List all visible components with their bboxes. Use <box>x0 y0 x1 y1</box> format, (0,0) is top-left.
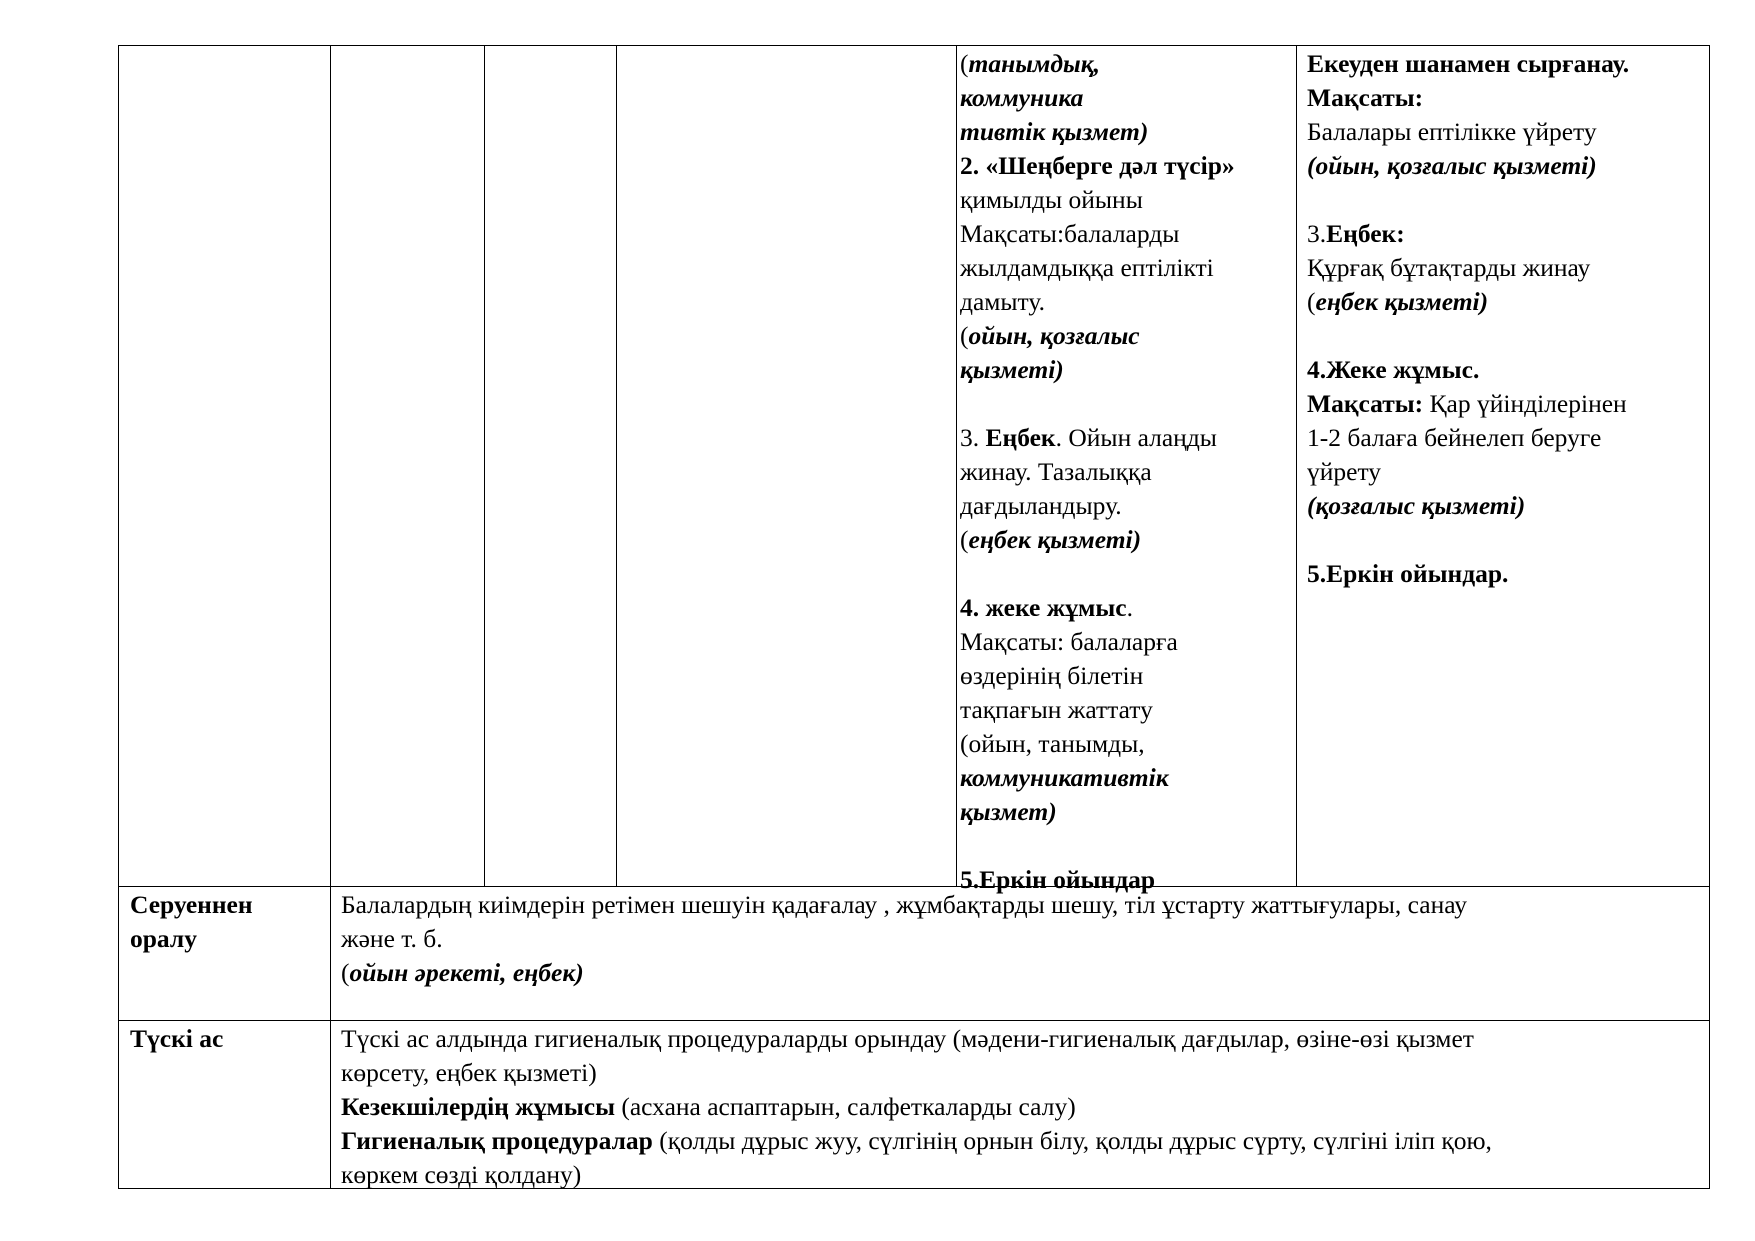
text-run: үйрету <box>1307 457 1382 486</box>
text-line <box>1307 387 1629 421</box>
text-line <box>960 761 1235 795</box>
text-line <box>341 888 1467 922</box>
text-run: Мақсаты: балаларға <box>960 627 1178 656</box>
text-line <box>1307 421 1629 455</box>
text-line <box>1307 285 1629 319</box>
column-divider-1 <box>330 45 331 1189</box>
text-line <box>960 795 1235 829</box>
text-line <box>341 922 1467 956</box>
text-run: . <box>1126 593 1133 622</box>
text-run: Кезекшілердің жұмысы <box>341 1092 615 1121</box>
text-line <box>960 625 1235 659</box>
text-run: коммуникативтік <box>960 763 1169 792</box>
text-line <box>1307 557 1629 591</box>
text-line <box>341 1158 1492 1192</box>
text-run: жинау. Тазалыққа <box>960 457 1152 486</box>
text-line <box>960 353 1235 387</box>
lunch-row-label <box>130 1022 223 1056</box>
text-run: ( <box>960 525 969 554</box>
text-run: Мақсаты: <box>1307 83 1424 112</box>
text-line <box>960 591 1235 625</box>
text-run: Құрғақ бұтақтарды жинау <box>1307 253 1591 282</box>
text-line <box>960 251 1235 285</box>
text-line <box>960 489 1235 523</box>
text-line <box>1307 183 1629 217</box>
text-line <box>341 1124 1492 1158</box>
row-divider-lunch <box>118 1020 1710 1021</box>
text-line <box>1307 217 1629 251</box>
text-line <box>960 217 1235 251</box>
text-line <box>960 183 1235 217</box>
text-run: 2. «Шеңберге дәл түсір» <box>960 151 1235 180</box>
text-run: Қар үйінділерінен <box>1423 389 1627 418</box>
text-run: 5.Еркін ойындар <box>960 865 1156 894</box>
row-label-line: оралу <box>130 924 197 953</box>
text-line <box>1307 47 1629 81</box>
text-run: (қозғалыс қызметі) <box>1307 491 1526 520</box>
text-line <box>960 659 1235 693</box>
text-run: коммуника <box>960 83 1084 112</box>
text-line <box>960 693 1235 727</box>
text-line <box>1307 115 1629 149</box>
text-line <box>1307 489 1629 523</box>
text-line <box>1307 251 1629 285</box>
column-divider-5 <box>1296 45 1297 887</box>
text-line <box>341 1090 1492 1124</box>
text-line <box>960 421 1235 455</box>
text-run: Мақсаты: <box>1307 389 1424 418</box>
return-row-content <box>341 888 1467 990</box>
text-run: 3. <box>1307 219 1327 248</box>
day-five-walk-cell <box>1307 47 1629 591</box>
text-run: Еңбек: <box>1326 219 1405 248</box>
table-border-left <box>118 45 119 1189</box>
text-line <box>1307 319 1629 353</box>
text-run: Гигиеналық процедуралар <box>341 1126 653 1155</box>
text-run: танымдық, <box>968 49 1101 78</box>
text-run: 1-2 балаға бейнелеп беруге <box>1307 423 1602 452</box>
text-line <box>960 319 1235 353</box>
text-line <box>960 557 1235 591</box>
text-run: қызмет) <box>960 797 1057 826</box>
text-run: (қолды дұрыс жуу, сүлгінің орнын білу, қолды дұрыс сүрту, сүлгіні іліп қою, <box>652 1126 1492 1155</box>
text-line <box>960 727 1235 761</box>
text-run: Балалардың киімдерін ретімен шешуін қадағалау , жұмбақтарды шешу, тіл ұстарту жаттығулары, санау <box>341 890 1468 919</box>
text-line <box>960 829 1235 863</box>
row-label-line: Серуеннен <box>130 890 253 919</box>
lunch-row-content <box>341 1022 1492 1192</box>
text-run: еңбек қызметі) <box>968 525 1142 554</box>
text-run: Түскі ас алдында гигиеналық процедураларды орындау (мәдени-гигиеналық дағдылар, өзіне-өзі қызмет <box>341 1024 1474 1053</box>
text-run: 4.Жеке жұмыс. <box>1307 355 1480 384</box>
text-line <box>960 149 1235 183</box>
text-line <box>960 81 1235 115</box>
text-line <box>960 523 1235 557</box>
table-border-top <box>118 45 1710 46</box>
text-line <box>960 387 1235 421</box>
text-run: Балалары ептілікке үйрету <box>1307 117 1597 146</box>
day-four-walk-cell <box>960 47 1235 897</box>
text-run: көрсету, еңбек қызметі) <box>341 1058 597 1087</box>
text-line <box>341 1056 1492 1090</box>
text-run: (ойын, танымды, <box>960 729 1145 758</box>
text-run: тақпағын жаттату <box>960 695 1153 724</box>
text-run: дағдыландыру. <box>960 491 1122 520</box>
text-run: . Ойын алаңды <box>1055 423 1217 452</box>
text-run: 5.Еркін ойындар. <box>1307 559 1509 588</box>
text-run: ойын, қозғалыс <box>968 321 1140 350</box>
text-run: тивтік қызмет) <box>960 117 1149 146</box>
text-run: ( <box>960 49 969 78</box>
text-run: жылдамдыққа ептілікті <box>960 253 1214 282</box>
text-line <box>1307 455 1629 489</box>
text-run: қызметі) <box>960 355 1064 384</box>
text-run: (ойын, қозғалыс қызметі) <box>1307 151 1597 180</box>
text-run: Мақсаты:балаларды <box>960 219 1180 248</box>
text-line <box>960 47 1235 81</box>
text-run: ( <box>960 321 969 350</box>
text-run: қимылды ойыны <box>960 185 1143 214</box>
text-line <box>960 455 1235 489</box>
column-divider-2 <box>484 45 485 887</box>
text-run: Еңбек <box>985 423 1056 452</box>
text-run: өздерінің білетін <box>960 661 1144 690</box>
table-border-right <box>1709 45 1710 1189</box>
text-line <box>1307 523 1629 557</box>
text-run: еңбек қызметі) <box>1315 287 1489 316</box>
text-line <box>1307 149 1629 183</box>
text-line <box>1307 81 1629 115</box>
text-line <box>960 115 1235 149</box>
text-run: 3. <box>960 423 986 452</box>
column-divider-4 <box>956 45 957 887</box>
row-label-line: Түскі ас <box>130 1024 224 1053</box>
text-line <box>341 1022 1492 1056</box>
row-divider-return <box>118 886 1710 887</box>
text-line <box>960 285 1235 319</box>
text-run: 4. жеке жұмыс <box>960 593 1127 622</box>
text-run: көркем сөзді қолдану) <box>341 1160 582 1189</box>
text-run: ( <box>341 958 350 987</box>
text-run: Екеуден шанамен сырғанау. <box>1307 49 1630 78</box>
text-line <box>341 956 1467 990</box>
text-run: (асхана аспаптарын, салфеткаларды салу) <box>614 1092 1076 1121</box>
column-divider-3 <box>616 45 617 887</box>
text-line <box>1307 353 1629 387</box>
text-run: және т. б. <box>341 924 443 953</box>
text-run: дамыту. <box>960 287 1045 316</box>
return-row-label <box>130 888 253 956</box>
text-run: ( <box>1307 287 1316 316</box>
text-run: ойын әрекеті, еңбек) <box>349 958 584 987</box>
